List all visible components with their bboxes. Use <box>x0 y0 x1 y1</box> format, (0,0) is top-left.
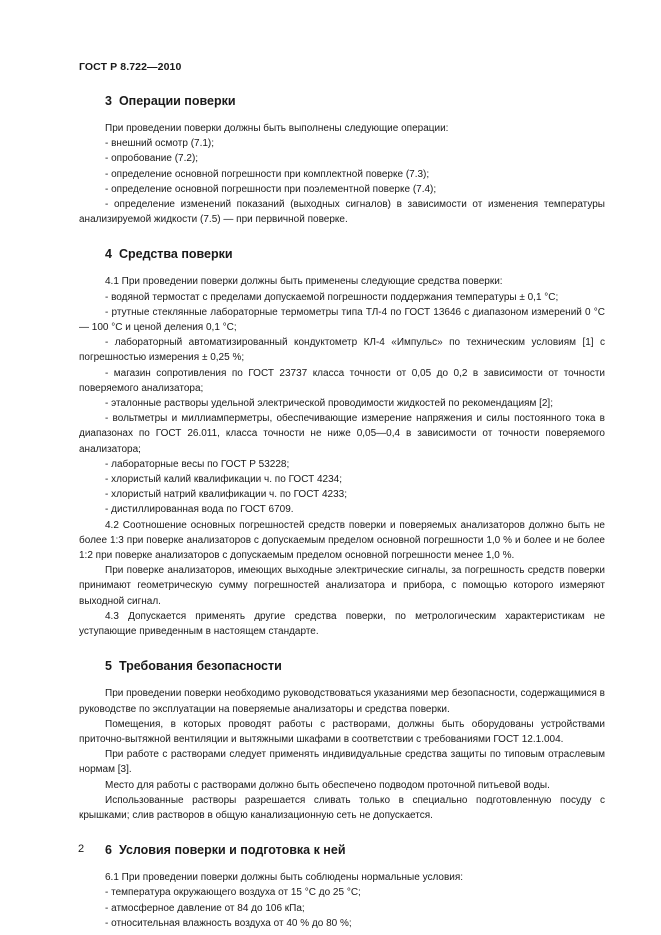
list-item: - атмосферное давление от 84 до 106 кПа; <box>105 902 305 914</box>
list-item: - водяной термостат с пределами допускаемой погрешности поддержания температуры ± 0,1 °С; <box>105 291 559 303</box>
section-heading: 4 Средства поверки <box>105 247 233 262</box>
paragraph: Помещения, в которых проводят работы с растворами, должны быть оборудованы устройствами приточно-вытяжной вентиляции и вытяжными шкафами в соответствии с требованиями ГОСТ 12.1.004. <box>79 718 605 745</box>
page-number: 2 <box>78 843 85 855</box>
paragraph: При проведении поверки должны быть выполнены следующие операции: <box>105 123 449 134</box>
paragraph: При проведении поверки необходимо руководствоваться указаниями мер безопасности, содержащимися в руководстве по эксплуатации на поверяемые анализаторы и средства поверки. <box>79 688 605 715</box>
list-item: - определение изменений показаний (выходных сигналов) в зависимости от изменения температуры анализируемой жидкости (7.5) — при первичной поверке. <box>79 199 605 226</box>
paragraph: 4.2 Соотношение основных погрешностей средств поверки и поверяемых анализаторов должно быть не более 1:3 при поверке анализаторов с допускаемым пределом основной погрешности 1,0 % и более и не более 1:2 при поверке анализаторов с допускаемым пределом основной погрешности менее 1,0 %. <box>79 519 605 562</box>
list-item: - лабораторные весы по ГОСТ Р 53228; <box>105 458 290 470</box>
list-item: - лабораторный автоматизированный кондуктометр КЛ-4 «Импульс» по техническим условиям [1] с погрешностью измерения ± 0,25 %; <box>79 337 605 364</box>
list-item: - эталонные растворы удельной электрической проводимости жидкостей по рекомендациям [2]; <box>105 398 553 410</box>
section-conditions <box>79 841 605 931</box>
section-safety <box>79 657 605 823</box>
list-item: - определение основной погрешности при поэлементной поверке (7.4); <box>105 183 437 195</box>
paragraph: 4.1 При проведении поверки должны быть применены следующие средства поверки: <box>105 276 503 288</box>
list-item: - температура окружающего воздуха от 15 °С до 25 °С; <box>105 887 361 899</box>
list-item: - хлористый калий квалификации ч. по ГОСТ 4234; <box>105 474 342 486</box>
list-item: - вольтметры и миллиамперметры, обеспечивающие измерение напряжения и силы постоянного тока в диапазонах по ГОСТ 26.011, класса точности не ниже 0,05—0,4 в зависимости от точности поверяемого анализатора; <box>79 413 605 455</box>
document-body <box>79 92 605 931</box>
list-item: - относительная влажность воздуха от 40 % до 80 %; <box>105 917 352 929</box>
list-item: - магазин сопротивления по ГОСТ 23737 класса точности от 0,05 до 0,2 в зависимости от точности поверяемого анализатора; <box>79 367 605 394</box>
list-item: - определение основной погрешности при комплектной поверке (7.3); <box>105 168 430 180</box>
paragraph: При работе с растворами следует применять индивидуальные средства защиты по типовым отраслевым нормам [3]. <box>79 749 605 776</box>
paragraph: 4.3 Допускается применять другие средства поверки, по метрологическим характеристикам не уступающие приведенным в настоящем стандарте. <box>79 610 605 638</box>
paragraph: Место для работы с растворами должно быть обеспечено подводом проточной питьевой воды. <box>105 779 550 791</box>
section-heading: 3 Операции поверки <box>105 94 236 108</box>
document-id: ГОСТ Р 8.722—2010 <box>79 61 182 73</box>
paragraph: При поверке анализаторов, имеющих выходные электрические сигналы, за погрешность средств поверки принимают геометрическую сумму погрешностей анализатора и прибора, с помощью которого измеряют выходной сигнал. <box>79 565 605 607</box>
list-item: - дистиллированная вода по ГОСТ 6709. <box>105 504 294 516</box>
section-operations <box>79 92 605 227</box>
section-heading: 5 Требования безопасности <box>105 659 282 674</box>
paragraph: 6.1 При проведении поверки должны быть соблюдены нормальные условия: <box>105 872 464 884</box>
list-item: - внешний осмотр (7.1); <box>105 138 215 150</box>
section-verification-means <box>79 245 605 639</box>
list-item: - ртутные стеклянные лабораторные термометры типа ТЛ-4 по ГОСТ 13646 с диапазоном измерений 0 °С — 100 °С и ценой деления 0,1 °С; <box>79 306 605 334</box>
list-item: - опробование (7.2); <box>105 153 199 165</box>
list-item: - хлористый натрий квалификации ч. по ГОСТ 4233; <box>105 489 348 501</box>
paragraph: Использованные растворы разрешается сливать только в специально подготовленную посуду с крышками; слив растворов в общую канализационную сеть не допускается. <box>79 794 605 821</box>
section-heading: 6 Условия поверки и подготовка к ней <box>105 843 346 858</box>
